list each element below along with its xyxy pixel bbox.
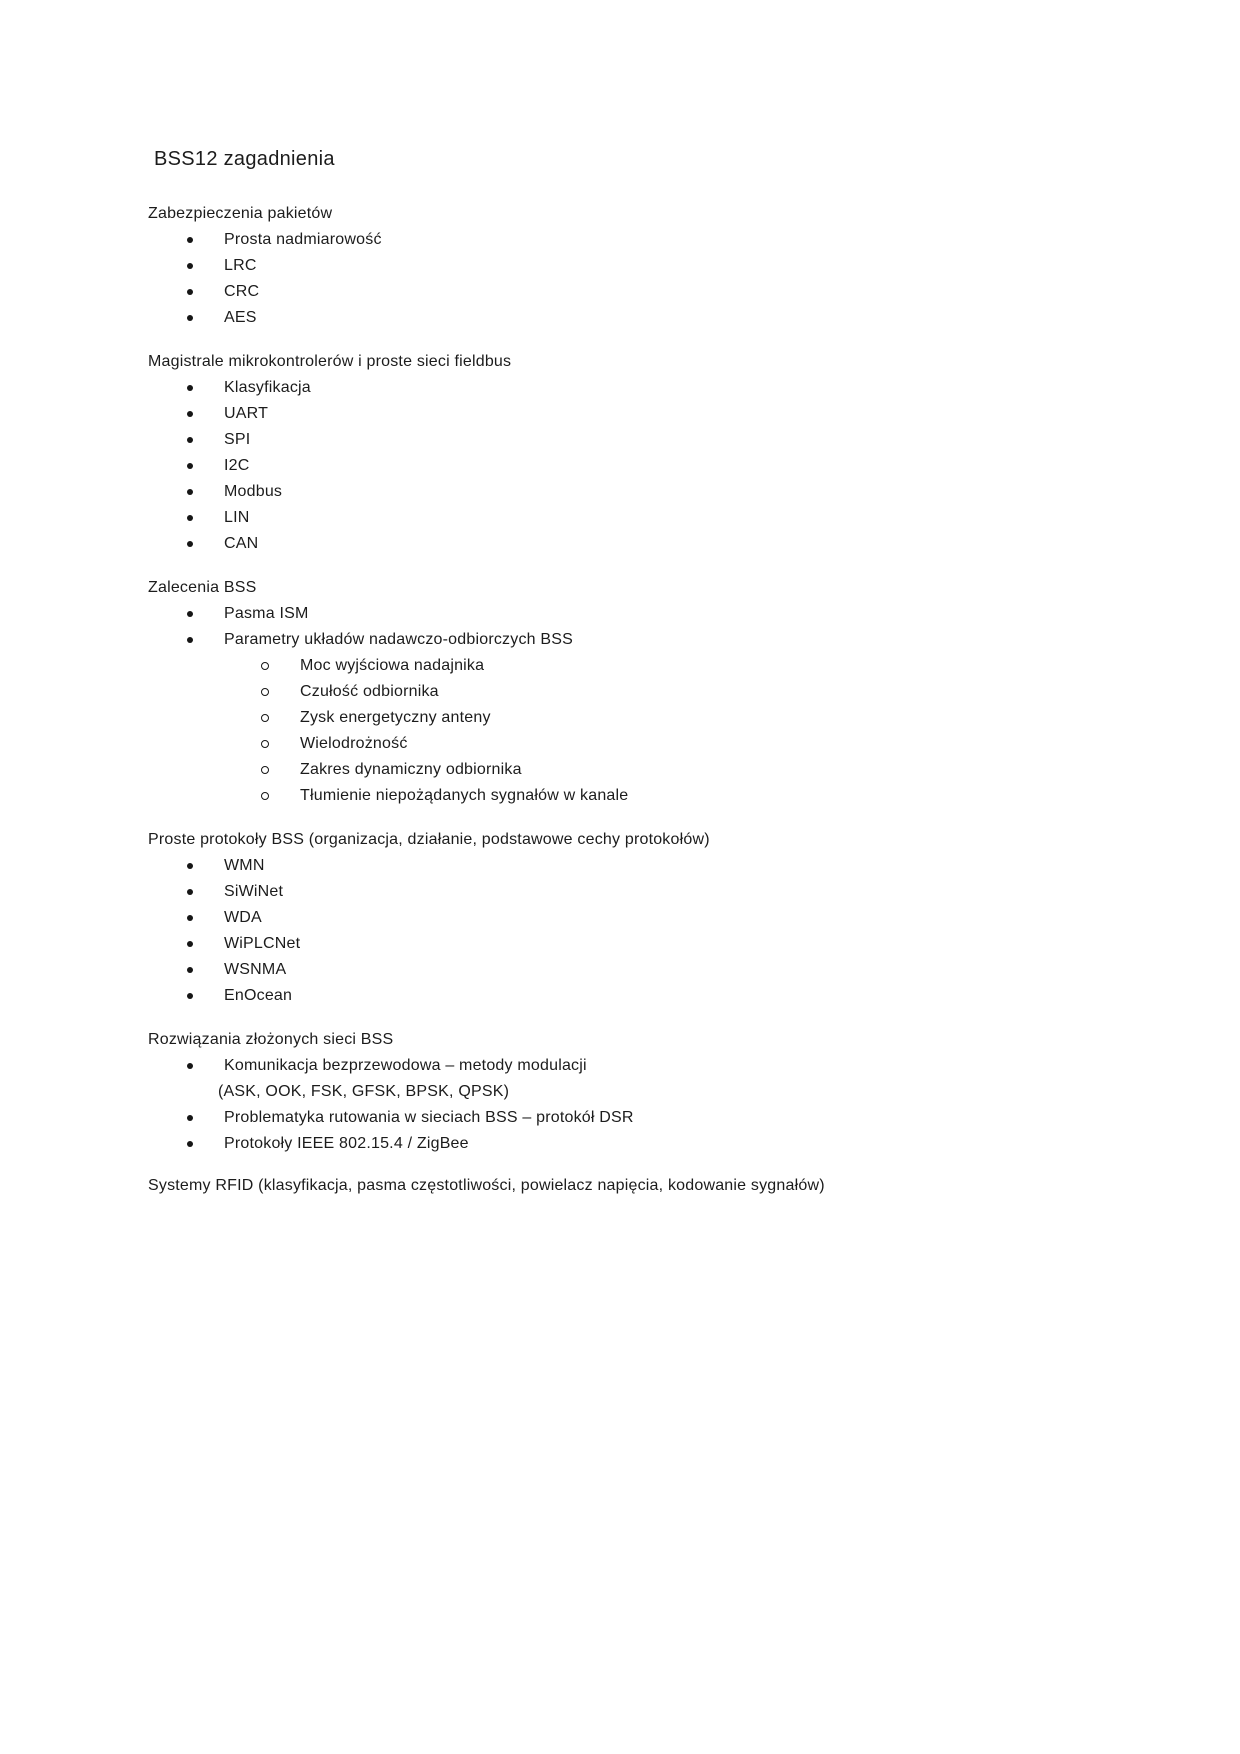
- list-item: [148, 401, 1150, 427]
- section-heading: Zalecenia BSS: [148, 579, 257, 596]
- bullet-dot-icon: [187, 515, 193, 521]
- list-item-label: UART: [224, 405, 269, 422]
- list-item-label: Modbus: [224, 483, 283, 500]
- list-item: [148, 983, 1150, 1009]
- bullet-dot-icon: [187, 967, 193, 973]
- list-item-label: CAN: [224, 535, 259, 552]
- bullet-dot-icon: [187, 315, 193, 321]
- bullet-dot-icon: [187, 463, 193, 469]
- topic-list: [148, 601, 1150, 809]
- list-item: [148, 505, 1150, 531]
- list-item-label: Protokoły IEEE 802.15.4 / ZigBee: [224, 1135, 469, 1152]
- section-heading: Magistrale mikrokontrolerów i proste sieci fieldbus: [148, 353, 512, 370]
- section-magistrale: [148, 349, 1150, 557]
- list-item: [148, 305, 1150, 331]
- topic-list: [148, 375, 1150, 557]
- sublist-item-label: Zysk energetyczny anteny: [300, 709, 491, 726]
- list-item-label: CRC: [224, 283, 260, 300]
- list-item: [148, 427, 1150, 453]
- bullet-dot-icon: [187, 437, 193, 443]
- bullet-dot-icon: [187, 637, 193, 643]
- bullet-dot-icon: [187, 541, 193, 547]
- section-heading: Zabezpieczenia pakietów: [148, 205, 333, 222]
- list-item-label: Parametry układów nadawczo-odbiorczych BSS: [224, 631, 574, 648]
- list-item-label: WDA: [224, 909, 262, 926]
- list-item: [148, 1053, 1150, 1105]
- sublist-item: [224, 757, 1150, 783]
- list-item: [148, 905, 1150, 931]
- bullet-dot-icon: [187, 863, 193, 869]
- sublist-item-label: Czułość odbiornika: [300, 683, 439, 700]
- bullet-dot-icon: [187, 889, 193, 895]
- list-item: [148, 601, 1150, 627]
- sublist-item-label: Wielodrożność: [300, 735, 408, 752]
- bullet-dot-icon: [187, 915, 193, 921]
- list-item: [148, 931, 1150, 957]
- list-item: [148, 479, 1150, 505]
- sublist-item-label: Moc wyjściowa nadajnika: [300, 657, 485, 674]
- topic-list: [148, 227, 1150, 331]
- bullet-circle-icon: [261, 766, 269, 774]
- list-item-label: Klasyfikacja: [224, 379, 311, 396]
- list-item: [148, 375, 1150, 401]
- list-item-label: I2C: [224, 457, 250, 474]
- list-item: [148, 627, 1150, 809]
- list-item: [148, 279, 1150, 305]
- list-item: [148, 879, 1150, 905]
- list-item-label: SiWiNet: [224, 883, 284, 900]
- list-item-label: WMN: [224, 857, 265, 874]
- list-item-label: EnOcean: [224, 987, 293, 1004]
- section-zabezpieczenia-pakietow: [148, 201, 1150, 331]
- bullet-dot-icon: [187, 1063, 193, 1069]
- list-item: [148, 1131, 1150, 1157]
- list-item-label: WSNMA: [224, 961, 287, 978]
- list-item: [148, 853, 1150, 879]
- list-item-label: Komunikacja bezprzewodowa – metody modulacji: [224, 1057, 587, 1074]
- sublist-item: [224, 731, 1150, 757]
- list-item-continuation: (ASK, OOK, FSK, GFSK, BPSK, QPSK): [218, 1083, 510, 1100]
- list-item-label: LIN: [224, 509, 250, 526]
- bullet-dot-icon: [187, 1141, 193, 1147]
- list-item-label: WiPLCNet: [224, 935, 301, 952]
- sublist-item: [224, 705, 1150, 731]
- list-item: [148, 253, 1150, 279]
- bullet-dot-icon: [187, 993, 193, 999]
- list-item: [148, 1105, 1150, 1131]
- list-item: [148, 957, 1150, 983]
- list-item: [148, 531, 1150, 557]
- rfid-systems-line: Systemy RFID (klasyfikacja, pasma częstotliwości, powielacz napięcia, kodowanie sygnałów): [148, 1177, 825, 1194]
- list-item-label: AES: [224, 309, 257, 326]
- list-item-label: Problematyka rutowania w sieciach BSS – protokół DSR: [224, 1109, 634, 1126]
- bullet-dot-icon: [187, 385, 193, 391]
- sublist-item: [224, 653, 1150, 679]
- list-item-label: LRC: [224, 257, 257, 274]
- bullet-dot-icon: [187, 941, 193, 947]
- list-item-label: Prosta nadmiarowość: [224, 231, 382, 248]
- topic-list: [148, 853, 1150, 1009]
- list-item-label: SPI: [224, 431, 251, 448]
- bullet-dot-icon: [187, 489, 193, 495]
- section-zalecenia-bss: [148, 575, 1150, 809]
- bullet-dot-icon: [187, 1115, 193, 1121]
- sublist-item: [224, 783, 1150, 809]
- section-heading: Proste protokoły BSS (organizacja, działanie, podstawowe cechy protokołów): [148, 831, 710, 848]
- bullet-circle-icon: [261, 662, 269, 670]
- bullet-circle-icon: [261, 714, 269, 722]
- bullet-dot-icon: [187, 263, 193, 269]
- sublist-item: [224, 679, 1150, 705]
- bullet-dot-icon: [187, 237, 193, 243]
- list-item: [148, 227, 1150, 253]
- bullet-circle-icon: [261, 688, 269, 696]
- document-title: BSS12 zagadnienia: [154, 148, 335, 170]
- topic-sublist: [224, 653, 1150, 809]
- bullet-dot-icon: [187, 411, 193, 417]
- bullet-dot-icon: [187, 611, 193, 617]
- section-proste-protokoly: [148, 827, 1150, 1009]
- bullet-circle-icon: [261, 792, 269, 800]
- section-rozwiazania: [148, 1027, 1150, 1157]
- bullet-circle-icon: [261, 740, 269, 748]
- bullet-dot-icon: [187, 289, 193, 295]
- list-item: [148, 453, 1150, 479]
- section-heading: Rozwiązania złożonych sieci BSS: [148, 1031, 394, 1048]
- sublist-item-label: Zakres dynamiczny odbiornika: [300, 761, 522, 778]
- sublist-item-label: Tłumienie niepożądanych sygnałów w kanale: [300, 787, 629, 804]
- list-item-label: Pasma ISM: [224, 605, 309, 622]
- topic-list: [148, 1053, 1150, 1157]
